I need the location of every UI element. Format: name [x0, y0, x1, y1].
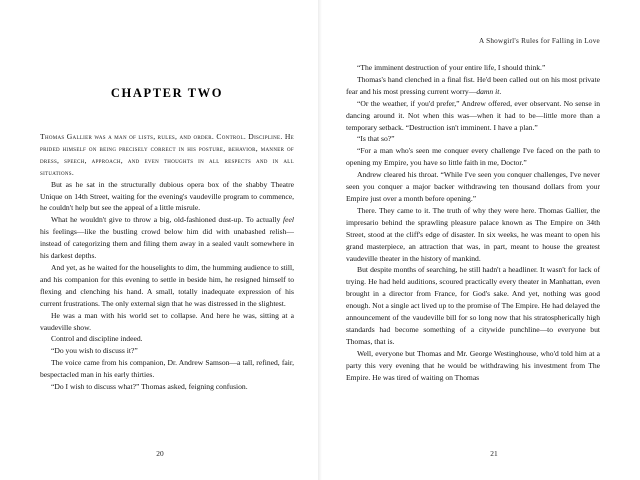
right-page-number: 21 [490, 449, 498, 458]
paragraph: But as he sat in the structurally dubious opera box of the shabby Theatre Unique on 14th Street, waiting for the evening's vaudeville program to commence, he couldn't help but see the appeal of a little misrule. [40, 179, 294, 213]
paragraph: “Is that so?” [357, 134, 395, 144]
opening-smallcaps: Thomas Gallier was a man of lists, rules, and order. Control. Discipline. He prided himself on being precisely correct in his posture, behavior, manner of dress, speech, approach, and even thoughts in all respects and in all situations. [40, 132, 294, 177]
paragraph: Control and discipline indeed. [51, 334, 143, 344]
paragraph: The voice came from his companion, Dr. Andrew Samson—a tall, refined, fair, bespectacled man in his early thirties. [40, 358, 294, 380]
paragraph: “Or the weather, if you'd prefer,” Andrew offered, ever observant. No sense in dancing around it. Not when this was—when it had to be—little more than a temporary setback. “Destruction isn't imminent. I have a plan.” [346, 98, 600, 132]
paragraph: There. They came to it. The truth of why they were here. Thomas Gallier, the impresario behind the sprawling pleasure palace known as The Empire on 34th Street, stood at the cliff's edge of disaster. In six weeks, he was meant to open his grand masterpiece, an attraction that was, in part, meant to house the greatest vaudeville theater in the history of mankind. [346, 205, 600, 263]
paragraph: Thomas's hand clenched in a final fist. He'd been called out on his most private fear and his most pressing current worry—damn it. [346, 74, 600, 96]
paragraph: “The imminent destruction of your entire life, I should think.” [357, 63, 546, 72]
right-page [320, 0, 640, 480]
paragraph: “Do you wish to discuss it?” [51, 346, 138, 356]
paragraph: “For a man who's seen me conquer every challenge I've faced on the path to opening my Empire, you have so little faith in me, Doctor.” [346, 146, 600, 168]
chapter-title: CHAPTER TWO [110, 86, 224, 100]
right-running-head: A Showgirl's Rules for Falling in Love [478, 37, 600, 45]
right-page-body [346, 62, 600, 383]
left-running-head [40, 34, 294, 48]
paragraph: And yet, as he waited for the houselights to dim, the humming audience to still, and his companion for this evening to settle in beside him, he resigned himself to flexing and clenching his hand. A small, totally inadequate expression of his current frustrations. The only external sign that he was distressed in the slightest. [40, 262, 294, 308]
paragraph: “Do I wish to discuss what?” Thomas asked, feigning confusion. [51, 382, 248, 392]
paragraph: Well, everyone but Thomas and Mr. George Westinghouse, who'd told him at a party this very evening that he would be withdrawing his investment from The Empire. He was tired of waiting on Thomas [346, 348, 600, 382]
left-page-number: 20 [156, 449, 164, 458]
left-page-body [40, 131, 294, 393]
paragraph [40, 131, 294, 179]
paragraph: He was a man with his world set to collapse. And here he was, sitting at a vaudeville show. [40, 310, 294, 332]
paragraph: Andrew cleared his throat. “While I've seen you conquer challenges, I've never seen you conquer a major backer withdrawing ten thousand dollars from your Empire just over a month before opening.” [346, 170, 600, 203]
paragraph: But despite months of searching, he still hadn't a headliner. It wasn't for lack of trying. He had held auditions, scoured practically every theater in Manhattan, even brought in a director from France, for God's sake. And yet, nothing was good enough. Not a single act lived up to the promise of The Empire. He had delayed the announcement of the vaudeville bill for so long now that his stratospherically high standards had become something of a citywide punchline—to everyone but Thomas, that is. [346, 265, 600, 346]
paragraph: What he wouldn't give to throw a big, old-fashioned dust-up. To actually feel his feelings—like the bustling crowd below him did with unabashed relish—instead of categorizing them and filing them away in a sealed vault somewhere in his darkest depths. [40, 215, 294, 261]
